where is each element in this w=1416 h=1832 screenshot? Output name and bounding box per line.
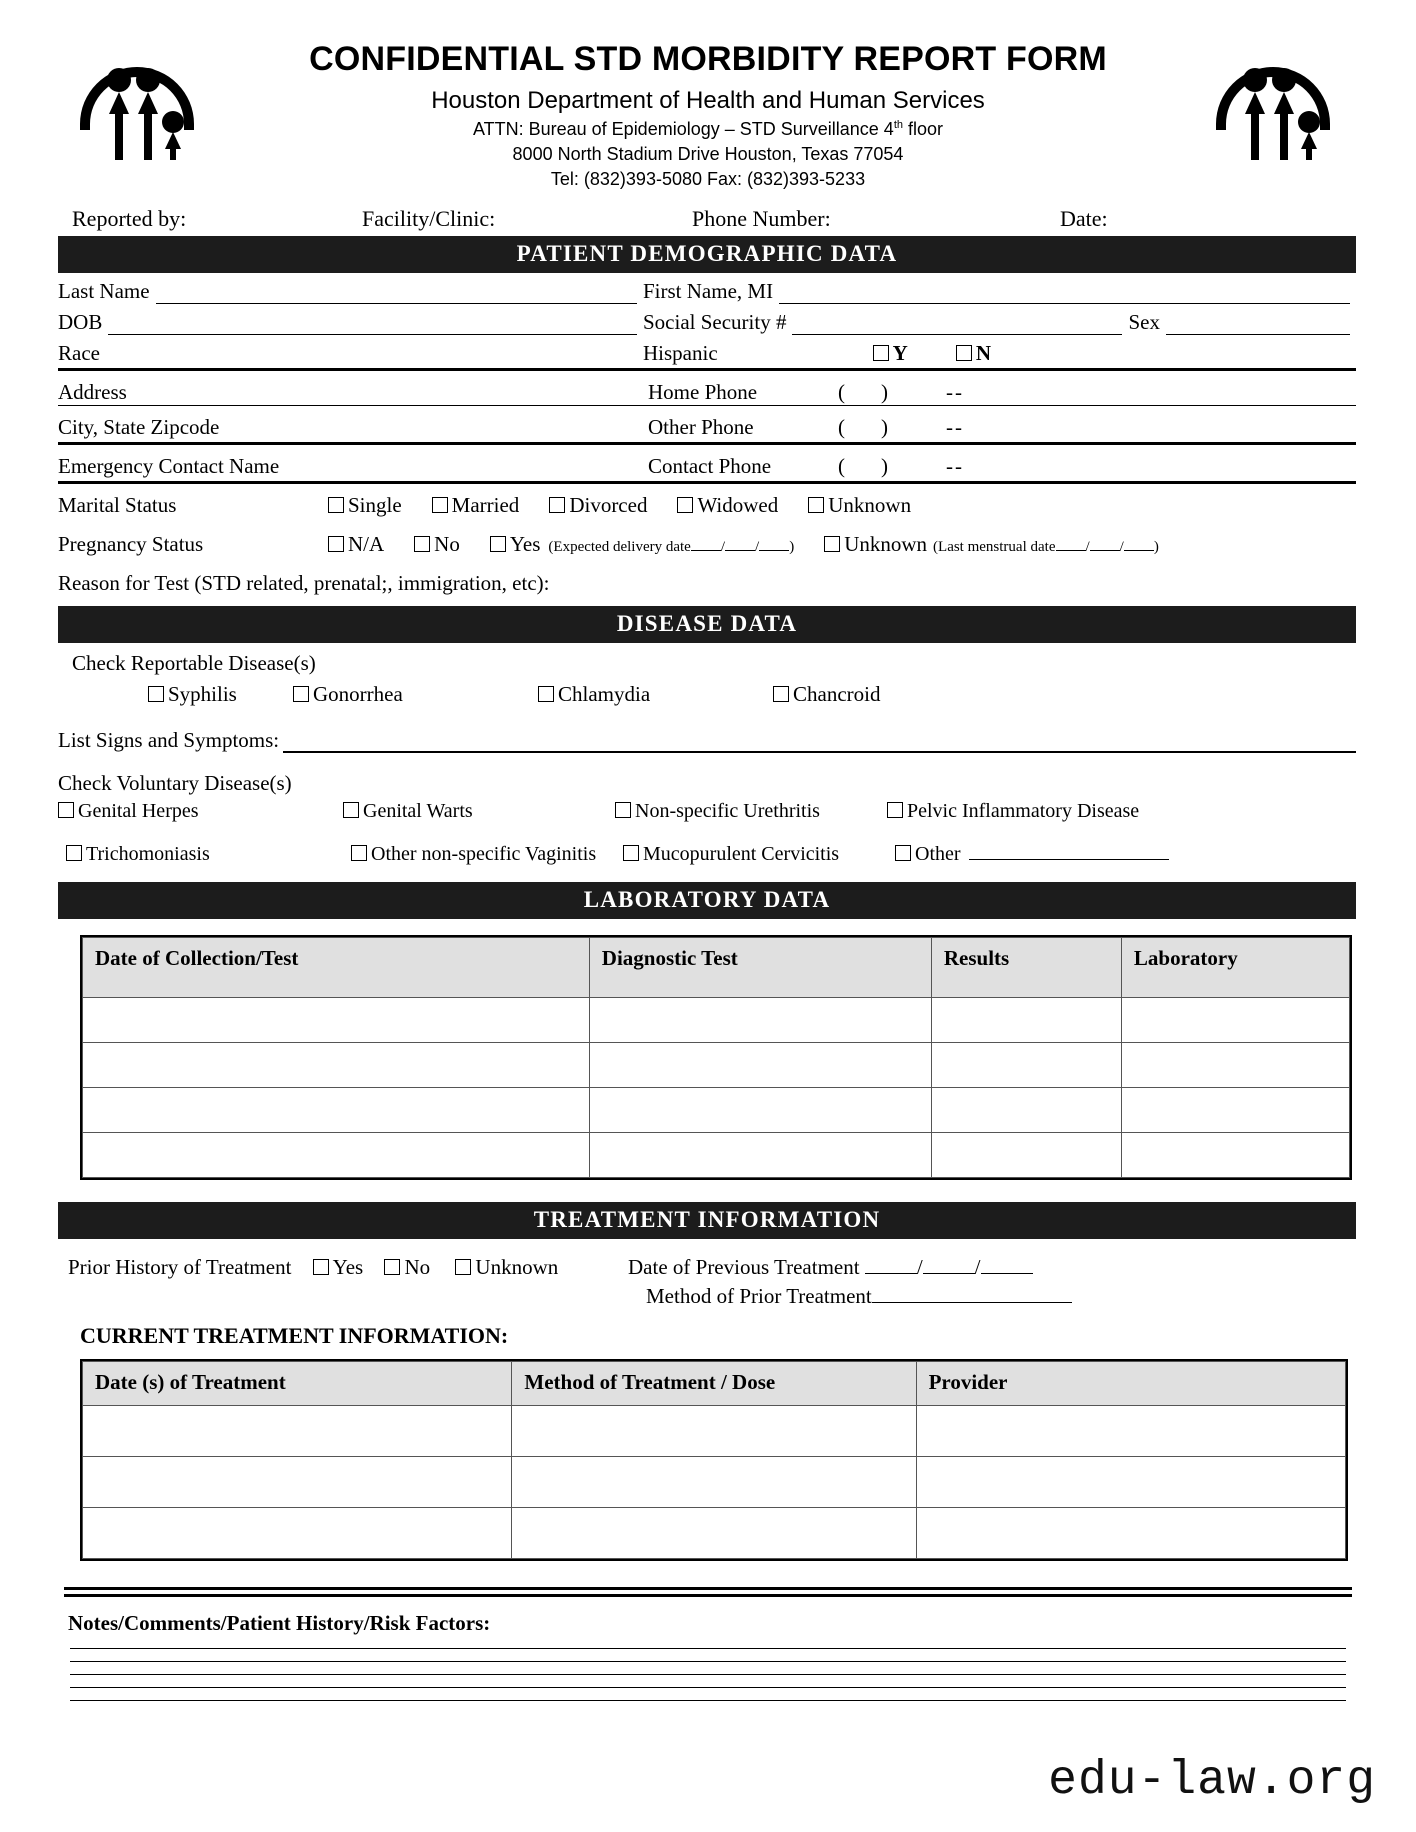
treat-cell-method[interactable] [512, 1406, 916, 1457]
dob-label: DOB [58, 310, 103, 334]
treat-col-provider: Provider [916, 1362, 1345, 1406]
lab-cell-laboratory[interactable] [1121, 1043, 1349, 1088]
pregnancy-option-unknown[interactable]: Unknown [824, 532, 927, 557]
table-row[interactable] [83, 1043, 1350, 1088]
marital-status-row [58, 484, 1356, 518]
notes-divider [64, 1587, 1352, 1597]
notes-line[interactable] [70, 1647, 1346, 1649]
notes-line[interactable] [70, 1673, 1346, 1675]
treat-cell-date[interactable] [83, 1406, 512, 1457]
facility-clinic-label: Facility/Clinic: [362, 206, 496, 231]
voluntary-option-pelvic-inflammatory-disease[interactable]: Pelvic Inflammatory Disease [887, 800, 1356, 823]
attn-post: floor [903, 119, 944, 139]
hhs-family-logo-left [72, 52, 202, 162]
lab-cell-test[interactable] [589, 1133, 931, 1178]
checkbox-icon[interactable] [313, 1259, 329, 1275]
checkbox-icon[interactable] [895, 845, 911, 861]
watermark: edu-law.org [1048, 1754, 1376, 1808]
page-title: CONFIDENTIAL STD MORBIDITY REPORT FORM [309, 40, 1107, 78]
last-name-input[interactable] [156, 277, 637, 304]
voluntary-other-input[interactable] [969, 859, 1169, 860]
pregnancy-status-row [58, 518, 1356, 557]
prior-history-option-yes[interactable]: Yes [313, 1255, 364, 1280]
checkbox-icon[interactable] [432, 497, 448, 513]
hhs-family-logo-right [1208, 52, 1338, 162]
lab-cell-test[interactable] [589, 998, 931, 1043]
attn-line [0, 119, 1416, 140]
city-row [58, 406, 1356, 440]
voluntary-disease-row-2 [58, 823, 1356, 866]
treat-cell-date[interactable] [83, 1457, 512, 1508]
table-row[interactable] [83, 1457, 1346, 1508]
first-name-label: First Name, MI [643, 279, 774, 303]
city-block [58, 406, 1356, 440]
lab-cell-laboratory[interactable] [1121, 1133, 1349, 1178]
table-row[interactable] [83, 1508, 1346, 1559]
reportable-option-syphilis[interactable]: Syphilis [58, 682, 293, 707]
dob-input[interactable] [108, 308, 637, 335]
emergency-block [58, 445, 1356, 479]
dob-ssn-row [58, 304, 1356, 335]
lab-cell-results[interactable] [931, 1043, 1121, 1088]
prior-history-label: Prior History of Treatment [68, 1255, 292, 1279]
voluntary-option-trichomoniasis[interactable]: Trichomoniasis [58, 843, 351, 866]
checkbox-icon[interactable] [824, 536, 840, 552]
ssn-input[interactable] [792, 308, 1122, 335]
city-state-zip-label: City, State Zipcode [58, 415, 220, 439]
checkbox-icon[interactable] [343, 802, 359, 818]
street-address: 8000 North Stadium Drive Houston, Texas 77054 [512, 144, 904, 164]
hispanic-no-option[interactable] [956, 341, 991, 366]
checkbox-icon[interactable] [455, 1259, 471, 1275]
lmd-month-input[interactable] [1056, 550, 1086, 551]
treatment-table-wrapper [80, 1359, 1348, 1561]
lab-cell-date[interactable] [83, 1088, 590, 1133]
voluntary-option-genital-warts[interactable]: Genital Warts [343, 800, 615, 823]
demographic-section [58, 273, 1356, 366]
signs-symptoms-label: List Signs and Symptoms: [58, 728, 280, 752]
attn-pre: ATTN: Bureau of Epidemiology – STD Surveillance 4 [472, 119, 894, 139]
emergency-contact-label: Emergency Contact Name [58, 454, 280, 478]
marital-option-unknown[interactable]: Unknown [808, 493, 911, 518]
table-header-row [83, 1362, 1346, 1406]
reportable-disease-row [58, 676, 1356, 707]
treat-cell-date[interactable] [83, 1508, 512, 1559]
lab-cell-date[interactable] [83, 1043, 590, 1088]
prev-treatment-month-input[interactable] [865, 1273, 917, 1274]
address-block [58, 371, 1356, 405]
first-name-input[interactable] [779, 277, 1350, 304]
address-row [58, 371, 1356, 405]
voluntary-option-other-nonspecific-vaginitis[interactable]: Other non-specific Vaginitis [351, 843, 623, 866]
lab-col-results: Results [931, 938, 1121, 998]
notes-line[interactable] [70, 1660, 1346, 1662]
voluntary-disease-row-1 [58, 796, 1356, 823]
checkbox-icon[interactable] [66, 845, 82, 861]
contact-phones: Tel: (832)393-5080 Fax: (832)393-5233 [550, 169, 866, 189]
org-name: Houston Department of Health and Human Services [431, 87, 985, 114]
checkbox-icon[interactable] [293, 686, 309, 702]
method-prior-treatment-input[interactable] [872, 1302, 1072, 1303]
lab-cell-results[interactable] [931, 1133, 1121, 1178]
reportable-option-gonorrhea[interactable]: Gonorrhea [293, 682, 538, 707]
reported-by-label: Reported by: [72, 206, 187, 231]
contact-phone-label: Contact Phone [648, 454, 772, 478]
race-hispanic-row [58, 335, 1356, 366]
checkbox-icon[interactable] [414, 536, 430, 552]
pregnancy-status-label: Pregnancy Status [58, 532, 204, 556]
checkbox-icon[interactable] [58, 802, 74, 818]
prior-history-option-no[interactable]: No [384, 1255, 430, 1280]
prev-treatment-day-input[interactable] [923, 1273, 975, 1274]
pregnancy-option-na[interactable]: N/A [328, 532, 384, 557]
form-header [0, 0, 1416, 190]
lab-col-laboratory: Laboratory [1121, 938, 1349, 998]
checkbox-icon[interactable] [773, 686, 789, 702]
treat-col-method: Method of Treatment / Dose [512, 1362, 916, 1406]
signs-symptoms-input[interactable] [283, 727, 1356, 753]
prior-history-option-unknown[interactable]: Unknown [455, 1255, 558, 1280]
treat-col-dates: Date (s) of Treatment [83, 1362, 512, 1406]
reportable-disease-heading: Check Reportable Disease(s) [72, 651, 316, 675]
emergency-row [58, 445, 1356, 479]
table-row[interactable] [83, 1133, 1350, 1178]
pregnancy-option-yes[interactable]: Yes [490, 532, 541, 557]
lab-cell-laboratory[interactable] [1121, 1088, 1349, 1133]
table-header-row [83, 938, 1350, 998]
checkbox-icon[interactable] [148, 686, 164, 702]
voluntary-option-mucopurulent-cervicitis[interactable]: Mucopurulent Cervicitis [623, 843, 895, 866]
lab-cell-laboratory[interactable] [1121, 998, 1349, 1043]
edd-year-input[interactable] [759, 550, 789, 551]
checkbox-icon[interactable] [615, 802, 631, 818]
treat-cell-provider[interactable] [916, 1406, 1345, 1457]
checkbox-icon[interactable] [808, 497, 824, 513]
checkbox-icon[interactable] [549, 497, 565, 513]
lab-col-diagnostic-test: Diagnostic Test [589, 938, 931, 998]
contact-phone-input[interactable]: ( ) -- [838, 454, 964, 478]
home-phone-label: Home Phone [648, 380, 758, 404]
checkbox-icon[interactable] [384, 1259, 400, 1275]
voluntary-disease-heading: Check Voluntary Disease(s) [58, 771, 292, 795]
lmd-year-input[interactable] [1124, 550, 1154, 551]
table-row[interactable] [83, 1406, 1346, 1457]
section-header-disease: DISEASE DATA [58, 606, 1356, 643]
treat-cell-method[interactable] [512, 1508, 916, 1559]
reportable-option-chlamydia[interactable]: Chlamydia [538, 682, 773, 707]
address-label: Address [58, 380, 127, 404]
edd-month-input[interactable] [691, 550, 721, 551]
laboratory-table [82, 937, 1350, 1178]
phone-number-label: Phone Number: [692, 206, 831, 231]
last-name-label: Last Name [58, 279, 150, 303]
marital-status-label: Marital Status [58, 493, 177, 517]
signs-symptoms-row [58, 727, 1356, 753]
race-label: Race [58, 341, 100, 365]
method-prior-treatment-label: Method of Prior Treatment [646, 1284, 872, 1308]
last-menstrual-date-note[interactable]: (Last menstrual date / / ) [933, 539, 1159, 555]
current-treatment-heading: CURRENT TREATMENT INFORMATION: [80, 1323, 509, 1348]
date-previous-treatment-label: Date of Previous Treatment [628, 1255, 860, 1279]
reported-by-row [0, 206, 1416, 232]
voluntary-option-nonspecific-urethritis[interactable]: Non-specific Urethritis [615, 800, 887, 823]
notes-heading: Notes/Comments/Patient History/Risk Factors: [68, 1611, 491, 1635]
laboratory-table-wrapper [80, 935, 1352, 1180]
lab-cell-date[interactable] [83, 998, 590, 1043]
checkbox-icon[interactable] [328, 536, 344, 552]
treat-cell-provider[interactable] [916, 1457, 1345, 1508]
other-phone-label: Other Phone [648, 415, 754, 439]
table-row[interactable] [83, 998, 1350, 1043]
attn-ordinal: th [893, 119, 903, 131]
disease-section [58, 643, 1356, 866]
treat-cell-method[interactable] [512, 1457, 916, 1508]
lab-cell-results[interactable] [931, 1088, 1121, 1133]
lab-cell-results[interactable] [931, 998, 1121, 1043]
checkbox-icon[interactable] [328, 497, 344, 513]
marital-option-single[interactable]: Single [328, 493, 402, 518]
marital-option-married[interactable]: Married [432, 493, 520, 518]
section-header-demographic: PATIENT DEMOGRAPHIC DATA [58, 236, 1356, 273]
date-label: Date: [1060, 206, 1108, 231]
expected-delivery-date-note[interactable]: (Expected delivery date / / ) [548, 539, 795, 555]
marital-option-widowed[interactable]: Widowed [677, 493, 778, 518]
prev-treatment-year-input[interactable] [981, 1273, 1033, 1274]
checkbox-icon[interactable] [490, 536, 506, 552]
voluntary-option-genital-herpes[interactable]: Genital Herpes [58, 800, 343, 823]
method-prior-treatment-row [68, 1284, 1356, 1309]
sex-label: Sex [1128, 310, 1160, 334]
checkbox-icon[interactable] [538, 686, 554, 702]
section-header-treatment: TREATMENT INFORMATION [58, 1202, 1356, 1239]
voluntary-option-other[interactable]: Other [895, 843, 1356, 866]
lmd-day-input[interactable] [1090, 550, 1120, 551]
sex-input[interactable] [1166, 308, 1350, 335]
edd-day-input[interactable] [725, 550, 755, 551]
hispanic-yes-label: Y [892, 341, 908, 365]
pregnancy-option-no[interactable]: No [414, 532, 460, 557]
lab-cell-test[interactable] [589, 1088, 931, 1133]
hispanic-no-label: N [975, 341, 991, 365]
home-phone-input[interactable]: ( ) -- [838, 380, 964, 404]
treat-cell-provider[interactable] [916, 1508, 1345, 1559]
lab-cell-test[interactable] [589, 1043, 931, 1088]
checkbox-icon[interactable] [956, 345, 972, 361]
treatment-table [82, 1361, 1346, 1559]
checkbox-icon[interactable] [873, 345, 889, 361]
checkbox-icon[interactable] [677, 497, 693, 513]
lab-col-date: Date of Collection/Test [83, 938, 590, 998]
marital-option-divorced[interactable]: Divorced [549, 493, 647, 518]
notes-line[interactable] [70, 1686, 1346, 1688]
hispanic-yes-option[interactable] [873, 341, 908, 366]
prior-history-row: Prior History of Treatment Yes No Unknown Date of Previous Treatment / / [68, 1255, 1356, 1280]
table-row[interactable] [83, 1088, 1350, 1133]
reportable-option-chancroid[interactable]: Chancroid [773, 682, 1356, 707]
lab-cell-date[interactable] [83, 1133, 590, 1178]
section-header-laboratory: LABORATORY DATA [58, 882, 1356, 919]
reason-for-test-label: Reason for Test (STD related, prenatal;, immigration, etc): [58, 571, 550, 595]
name-row [58, 273, 1356, 304]
checkbox-icon[interactable] [623, 845, 639, 861]
ssn-label: Social Security # [643, 310, 787, 334]
checkbox-icon[interactable] [351, 845, 367, 861]
notes-line[interactable] [70, 1699, 1346, 1701]
hispanic-label: Hispanic [643, 341, 718, 365]
other-phone-input[interactable]: ( ) -- [838, 415, 964, 439]
checkbox-icon[interactable] [887, 802, 903, 818]
